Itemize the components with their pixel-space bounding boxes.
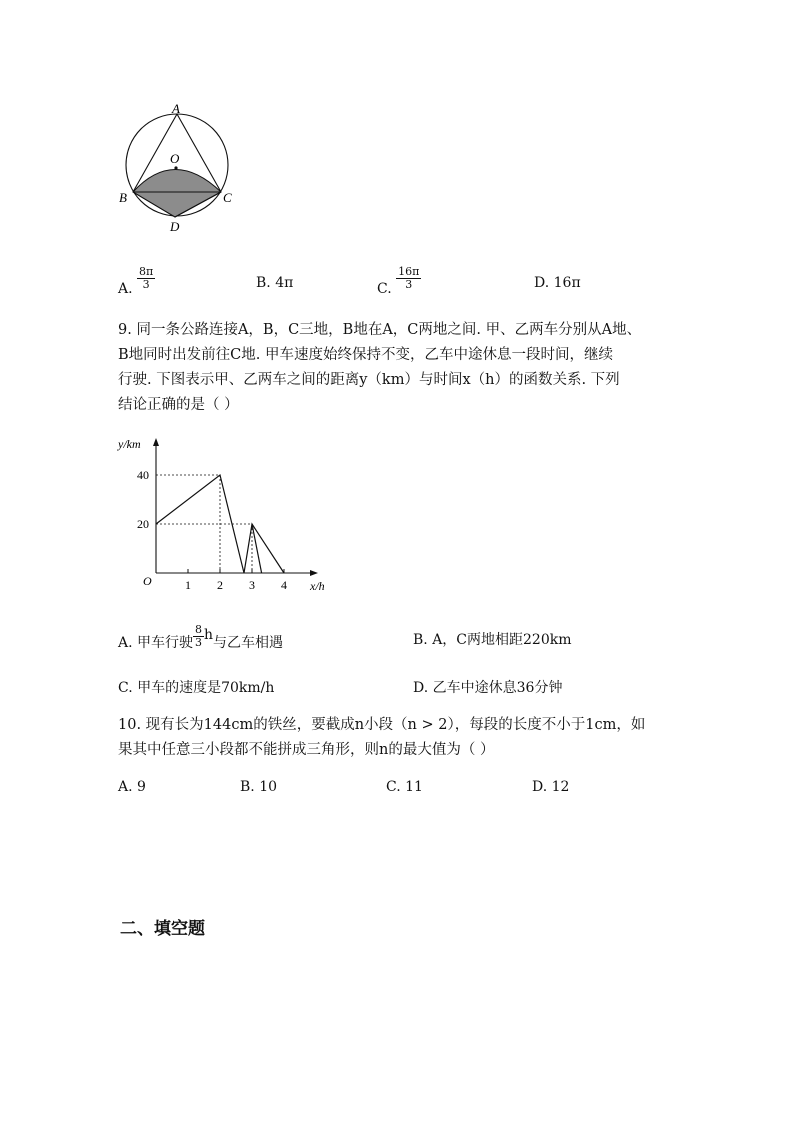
y-axis-arrow — [153, 438, 159, 446]
q10-option-a[interactable]: A. 9 — [118, 779, 146, 795]
label-d: D — [170, 219, 180, 234]
q8-option-c[interactable] — [377, 265, 421, 297]
x-tick-label-3: 3 — [249, 578, 255, 592]
q8-option-a-den: 3 — [142, 278, 150, 291]
label-a: A — [172, 101, 180, 116]
q9-stem — [118, 318, 688, 418]
q10-option-b[interactable]: B. 10 — [240, 779, 278, 795]
q9-line4: 结论正确的是（ ） — [118, 397, 239, 413]
q8-option-c-prefix: C. — [377, 280, 392, 297]
q9-option-a-unit: h — [204, 627, 214, 643]
q9-line1: 9. 同一条公路连接A，B，C三地，B地在A，C两地之间. 甲、乙两车分别从A地、 — [118, 322, 642, 338]
q10-option-c[interactable]: C. 11 — [386, 779, 423, 795]
q8-option-a-fraction — [137, 266, 155, 291]
y-axis-label: y/km — [118, 437, 141, 451]
x-tick-label-1: 1 — [185, 578, 191, 592]
y-tick-label-20: 20 — [137, 517, 149, 531]
q8-option-a[interactable] — [118, 265, 155, 297]
q9-line2: B地同时出发前往C地. 甲车速度始终保持不变，乙车中途休息一段时间，继续 — [118, 347, 613, 363]
label-c: C — [223, 190, 232, 205]
q10-line2: 果其中任意三小段都不能拼成三角形，则n的最大值为（ ） — [118, 742, 495, 758]
q9-option-c[interactable]: C. 甲车的速度是70km/h — [118, 680, 275, 696]
q10-line1: 10. 现有长为144cm的铁丝，要截成n小段（n > 2），每段的长度不小于1cm，如 — [118, 717, 646, 733]
q8-option-b[interactable]: B. 4π — [256, 275, 294, 291]
x-axis-label: x/h — [310, 579, 325, 593]
q9-option-a[interactable] — [118, 624, 283, 649]
q9-option-a-suffix: 与乙车相遇 — [213, 635, 284, 651]
section-heading: 二、填空题 — [120, 919, 205, 939]
q8-option-d[interactable]: D. 16π — [534, 275, 581, 291]
q8-option-c-num: 16π — [398, 265, 420, 278]
q9-option-a-den: 3 — [195, 636, 203, 649]
q10-stem — [118, 713, 688, 763]
x-axis-arrow — [310, 570, 318, 576]
label-o: O — [170, 151, 180, 166]
shaded-region — [133, 170, 221, 218]
origin-label: O — [143, 574, 152, 588]
q9-line3: 行驶. 下图表示甲、乙两车之间的距离y（km）与时间x（h）的函数关系. 下列 — [118, 372, 620, 388]
q9-option-a-prefix: A. 甲车行驶 — [118, 635, 194, 651]
circle-figure — [110, 95, 250, 240]
q10-option-d[interactable]: D. 12 — [532, 779, 570, 795]
label-b: B — [119, 190, 127, 205]
q8-option-a-prefix: A. — [118, 280, 133, 297]
center-point — [174, 166, 177, 169]
q9-option-a-fraction — [193, 624, 204, 649]
y-tick-label-40: 40 — [137, 468, 149, 482]
x-tick-label-2: 2 — [217, 578, 223, 592]
distance-time-chart — [110, 430, 350, 600]
q9-option-b[interactable]: B. A，C两地相距220km — [413, 632, 572, 648]
q8-option-c-fraction — [396, 266, 421, 291]
q8-option-c-den: 3 — [405, 278, 413, 291]
x-tick-label-4: 4 — [281, 578, 287, 592]
q9-option-d[interactable]: D. 乙车中途休息36分钟 — [413, 680, 563, 696]
q8-option-a-num: 8π — [139, 265, 154, 278]
q9-option-a-num: 8 — [195, 623, 203, 636]
